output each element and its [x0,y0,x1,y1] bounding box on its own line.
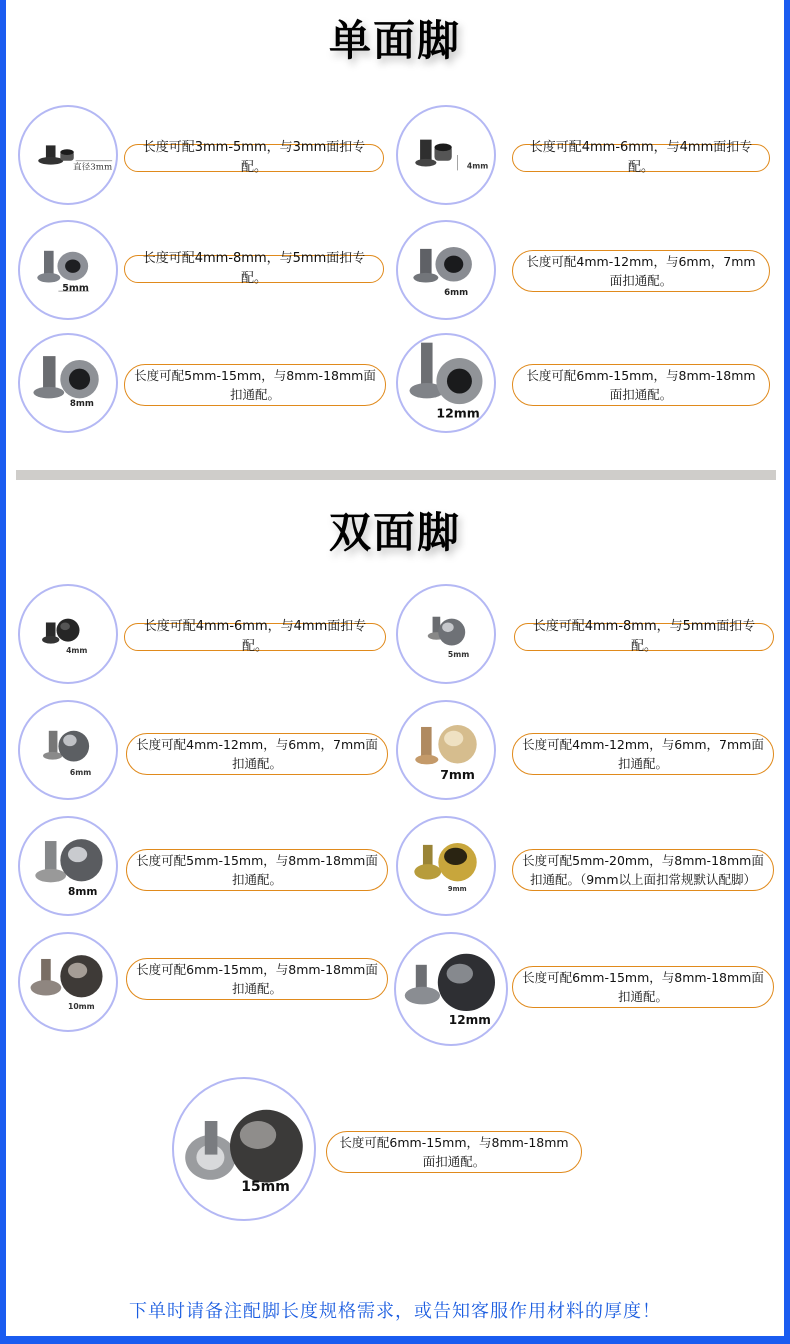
rivet-photo-single-4mm [396,105,496,205]
size-label: 12mm [448,1013,491,1028]
size-label: 12mm [436,405,480,421]
product-spec-page [6,0,784,1336]
size-label: 5mm [447,650,470,660]
spec-pill: 长度可配3mm-5mm，与3mm面扣专配。 [124,144,384,172]
rivet-photo-double-9mm [396,816,496,916]
section-title-double: 双面脚 [328,508,461,557]
size-label: 5mm [62,283,89,295]
rivet-photo-double-6mm [18,700,118,800]
spec-pill: 长度可配4mm-6mm，与4mm面扣专配。 [124,623,386,651]
size-label: 4mm [466,161,489,171]
size-label: 8mm [68,885,98,898]
rivet-photo-double-8mm [18,816,118,916]
size-label: 7mm [440,766,475,782]
spec-pill: 长度可配4mm-8mm，与5mm面扣专配。 [124,255,384,283]
spec-pill: 长度可配5mm-20mm，与8mm-18mm面扣通配。（9mm以上面扣常规默认配脚） [512,849,774,891]
rivet-photo-single-5mm [18,220,118,320]
size-label: 6mm [444,287,469,298]
spec-pill: 长度可配4mm-8mm，与5mm面扣专配。 [514,623,774,651]
order-note: 下单时请备注配脚长度规格需求，或告知客服作用材料的厚度！ [129,1301,661,1322]
size-label: 15mm [241,1179,290,1195]
rivet-photo-double-4mm [18,584,118,684]
size-label: 6mm [69,767,92,777]
section-divider [16,470,776,480]
rivet-photo-double-15mm [172,1077,316,1221]
rivet-photo-single-12mm [396,333,496,433]
spec-pill: 长度可配6mm-15mm，与8mm-18mm面扣通配。 [512,966,774,1008]
spec-pill: 长度可配6mm-15mm，与8mm-18mm面扣通配。 [126,958,388,1000]
rivet-photo-double-12mm [394,932,508,1046]
spec-pill: 长度可配6mm-15mm，与8mm-18mm面扣通配。 [512,364,770,406]
spec-pill: 长度可配4mm-12mm，与6mm，7mm面扣通配。 [512,250,770,292]
size-label: 直径3mm [73,162,113,173]
rivet-photo-double-10mm [18,932,118,1032]
spec-pill: 长度可配6mm-15mm，与8mm-18mm面扣通配。 [326,1131,582,1173]
spec-pill: 长度可配5mm-15mm，与8mm-18mm面扣通配。 [126,849,388,891]
rivet-photo-double-7mm [396,700,496,800]
size-label: 10mm [68,1001,95,1011]
spec-pill: 长度可配5mm-15mm，与8mm-18mm面扣通配。 [124,364,386,406]
section-title-single: 单面脚 [328,16,461,65]
rivet-photo-single-8mm [18,333,118,433]
spec-pill: 长度可配4mm-12mm，与6mm，7mm面扣通配。 [512,733,774,775]
size-label: 4mm [66,646,88,656]
size-label: 8mm [69,399,94,410]
spec-pill: 长度可配4mm-12mm，与6mm，7mm面扣通配。 [126,733,388,775]
spec-pill: 长度可配4mm-6mm，与4mm面扣专配。 [512,144,770,172]
rivet-photo-single-6mm [396,220,496,320]
rivet-photo-double-5mm [396,584,496,684]
rivet-photo-single-3mm [18,105,118,205]
size-label: 9mm [447,884,467,893]
